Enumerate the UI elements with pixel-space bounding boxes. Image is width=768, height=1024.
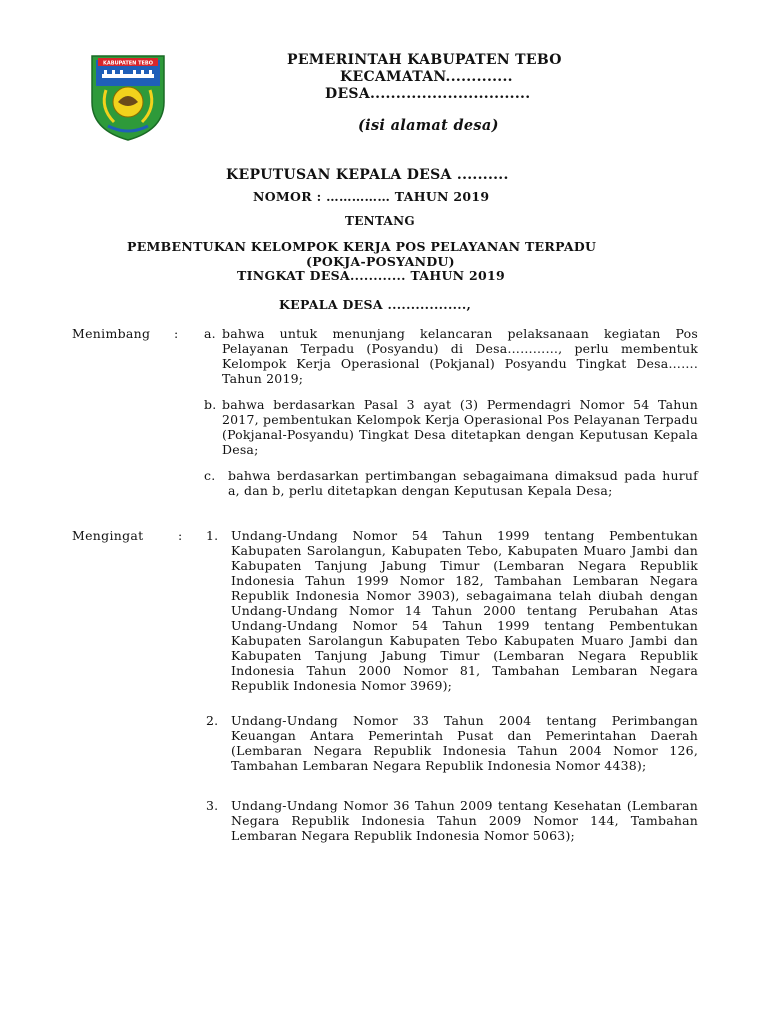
about-label: TENTANG: [345, 214, 415, 228]
item-mark: 2.: [206, 713, 219, 728]
mengingat-label: Mengingat: [72, 528, 144, 543]
list-item: [206, 713, 698, 775]
decree-number: NOMOR : …………… TAHUN 2019: [253, 189, 490, 204]
item-mark: a.: [204, 326, 216, 341]
village-header: DESA...............................: [325, 86, 531, 102]
menimbang-label: Menimbang: [72, 326, 151, 341]
mengingat-colon: :: [178, 528, 183, 543]
item-mark: c.: [204, 468, 216, 483]
subject-line-1: PEMBENTUKAN KELOMPOK KERJA POS PELAYANAN TERPADU: [127, 239, 597, 254]
subject-line-3: TINGKAT DESA............ TAHUN 2019: [237, 268, 506, 283]
subject-line-2: (POKJA-POSYANDU): [306, 254, 455, 269]
list-item: [206, 528, 698, 698]
item-text: bahwa berdasarkan Pasal 3 ayat (3) Permendagri Nomor 54 Tahun 2017, pembentukan Kelompok Kerja Operasional Pos Pelayanan Terpadu (Pokjanal-Posyandu) Tingkat Desa ditetapkan dengan Keputusan Kepala Desa;: [222, 397, 698, 457]
item-text: Undang-Undang Nomor 33 Tahun 2004 tentang Perimbangan Keuangan Antara Pemerintah Pusat dan Pemerintahan Daerah (Lembaran Negara Republik Indonesia Tahun 2004 Nomor 126, Tambahan Lembaran Negara Republik Indonesia Nomor 4438);: [231, 713, 698, 773]
list-item: [204, 397, 698, 459]
menimbang-colon: :: [174, 326, 179, 341]
head-of-village: KEPALA DESA .................,: [279, 297, 472, 312]
list-item: [204, 326, 698, 388]
decree-title: KEPUTUSAN KEPALA DESA ..........: [226, 167, 509, 183]
item-text: bahwa untuk menunjang kelancaran pelaksanaan kegiatan Pos Pelayanan Terpadu (Posyandu) di Desa…………, perlu membentuk Kelompok Kerja Operasional (Pokjanal) Posyandu Tingkat Desa……. Tahun 2019;: [222, 326, 698, 386]
item-text: Undang-Undang Nomor 36 Tahun 2009 tentang Kesehatan (Lembaran Negara Republik Indonesia Tahun 2009 Nomor 144, Tambahan Lembaran Negara Republik Indonesia Nomor 5063);: [231, 798, 698, 843]
kabupaten-tebo-emblem: [88, 50, 168, 142]
list-item: [204, 468, 698, 514]
item-mark: b.: [204, 397, 217, 412]
address-note: (isi alamat desa): [358, 117, 499, 134]
item-text: Undang-Undang Nomor 54 Tahun 1999 tentang Pembentukan Kabupaten Sarolangun, Kabupaten Tebo, Kabupaten Muaro Jambi dan Kabupaten Tanjung Jabung Timur (Lembaran Negara Republik Indonesia Tahun 1999 Nomor 182, Tambahan Lembaran Negara Republik Indonesia Nomor 3903), sebagaimana telah diubah dengan Undang-Undang Nomor 14 Tahun 2000 tentang Perubahan Atas Undang-Undang Nomor 54 Tahun 1999 tentang Pembentukan Kabupaten Sarolangun Kabupaten Tebo Kabupaten Muaro Jambi dan Kabupaten Tanjung Jabung Timur (Lembaran Negara Republik Indonesia Tahun 2000 Nomor 81, Tambahan Lembaran Negara Republik Indonesia Nomor 3969);: [231, 528, 698, 693]
svg-text:KABUPATEN TEBO: KABUPATEN TEBO: [103, 60, 153, 67]
item-mark: 1.: [206, 528, 219, 543]
government-header: PEMERINTAH KABUPATEN TEBO: [287, 52, 562, 68]
district-header: KECAMATAN.............: [340, 69, 513, 85]
list-item: [206, 798, 698, 860]
item-mark: 3.: [206, 798, 219, 813]
item-text: bahwa berdasarkan pertimbangan sebagaimana dimaksud pada huruf a, dan b, perlu ditetapkan dengan Keputusan Kepala Desa;: [228, 468, 698, 498]
